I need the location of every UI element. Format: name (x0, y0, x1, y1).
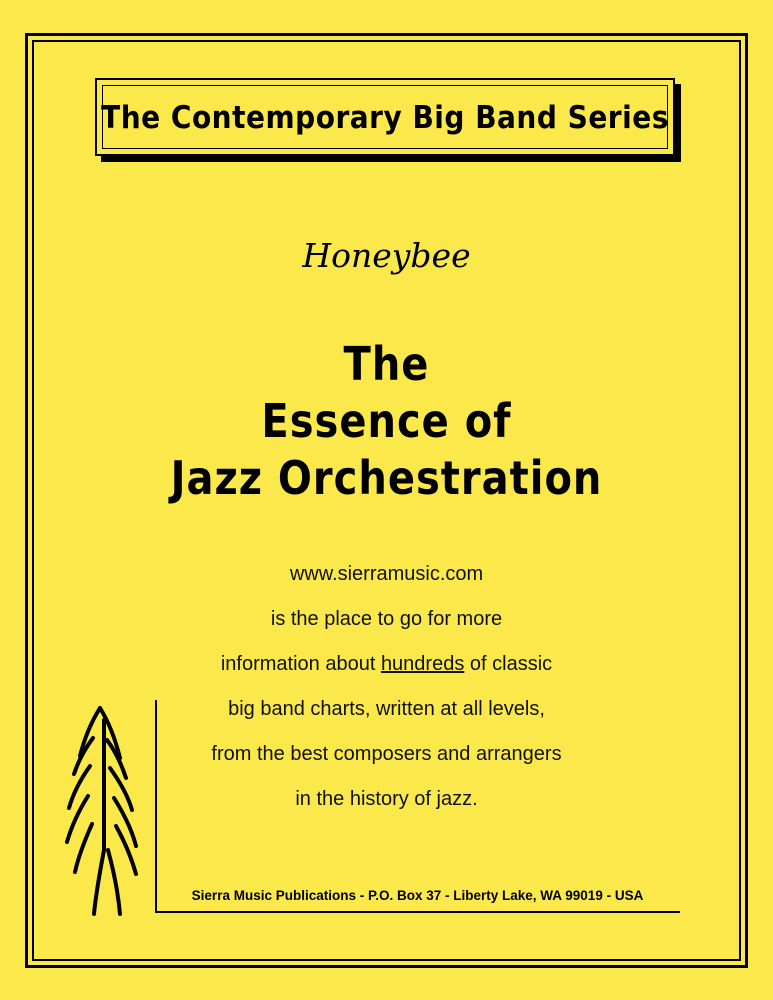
headline-line-3: Jazz Orchestration (170, 452, 603, 506)
pine-tree-icon (60, 700, 165, 925)
body-line-3 (0, 642, 773, 687)
headline-line-2: Essence of (261, 395, 512, 449)
series-banner-inner-border (102, 85, 668, 149)
headline-block (0, 338, 773, 506)
body-line-4: big band charts, written at all levels, (228, 698, 545, 720)
website-url[interactable]: www.sierramusic.com (289, 563, 484, 585)
footer-rule (155, 911, 680, 913)
publisher-footer: Sierra Music Publications - P.O. Box 37 - Liberty Lake, WA 99019 - USA (191, 888, 644, 903)
body-line-3-part-a: information about (220, 653, 381, 675)
body-line-3-emphasis: hundreds (380, 653, 465, 675)
headline-line-1: The (343, 338, 430, 392)
song-title: Honeybee (302, 236, 471, 275)
series-title: The Contemporary Big Band Series (101, 98, 669, 136)
body-line-2: is the place to go for more (270, 608, 503, 630)
series-banner (95, 78, 675, 156)
body-line-3-part-b: of classic (464, 653, 553, 675)
body-line-6: in the history of jazz. (295, 788, 478, 810)
body-line-5: from the best composers and arrangers (211, 743, 562, 765)
